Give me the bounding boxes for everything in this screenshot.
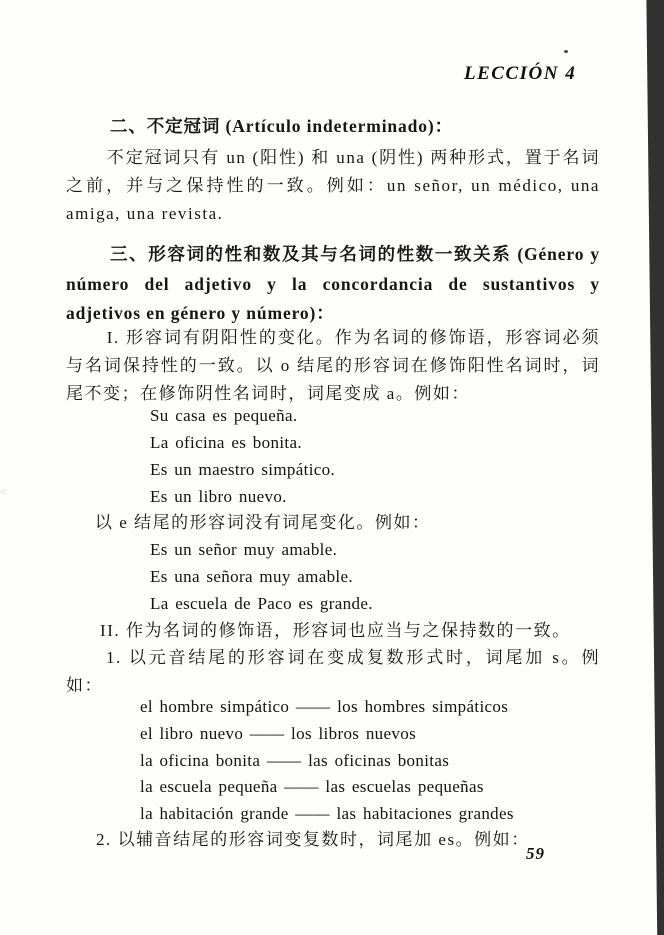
point-one-paragraph: I. 形容词有阴阳性的变化。作为名词的修饰语，形容词必须与名词保持性的一致。以 o 结尾的形容词在修饰阳性名词时，词尾不变；在修饰阴性名词时，词尾变成 a。例如： [66, 328, 600, 403]
note-e-ending: 以 e 结尾的形容词没有词尾变化。例如： [94, 513, 431, 532]
rule-vowel-paragraph: 1. 以元音结尾的形容词在变成复数形式时，词尾加 s。例如： [66, 648, 600, 695]
example-sentence: Es una señora muy amable. [150, 567, 353, 586]
scan-speck [564, 50, 568, 53]
plural-pairs-list [140, 694, 514, 828]
plural-pair: la habitación grande —— las habitaciones grandes [140, 804, 514, 824]
section-two-paragraph: 不定冠词只有 un (阳性) 和 una (阴性) 两种形式，置于名词之前，并与之保持性的一致。例如：un señor, un médico, una amiga, una revista. [66, 148, 600, 223]
section-two-heading: 二、不定冠词 (Artículo indeterminado)： [110, 116, 453, 136]
plural-pair: la escuela pequeña —— las escuelas pequeñas [140, 777, 484, 797]
examples-o-ending [150, 402, 335, 510]
example-sentence: La oficina es bonita. [150, 433, 302, 452]
lesson-header: LECCIÓN 4 [464, 63, 577, 84]
section-three-heading: 三、形容词的性和数及其与名词的性数一致关系 (Género y número del adjetivo y la concordancia de sustantivos y adjetivos en género y número)： [66, 244, 600, 323]
rule-consonant-paragraph: 2. 以辅音结尾的形容词变复数时，词尾加 es。例如： [96, 830, 530, 849]
example-sentence: Es un libro nuevo. [150, 487, 287, 506]
example-sentence: Es un señor muy amable. [150, 540, 338, 559]
plural-pair: el libro nuevo —— los libros nuevos [140, 723, 417, 743]
page-number: 59 [526, 844, 545, 863]
scan-edge-shadow [644, 0, 664, 935]
examples-e-ending [150, 536, 373, 617]
plural-pair: la oficina bonita —— las oficinas bonitas [140, 750, 450, 770]
example-sentence: Su casa es pequeña. [150, 406, 298, 425]
point-two-paragraph: II. 作为名词的修饰语，形容词也应当与之保持数的一致。 [100, 621, 571, 640]
example-sentence: Es un maestro simpático. [150, 460, 336, 479]
plural-pair: el hombre simpático —— los hombres simpáticos [140, 697, 509, 716]
example-sentence: La escuela de Paco es grande. [150, 594, 373, 613]
scan-margin-mark: < [0, 486, 7, 498]
